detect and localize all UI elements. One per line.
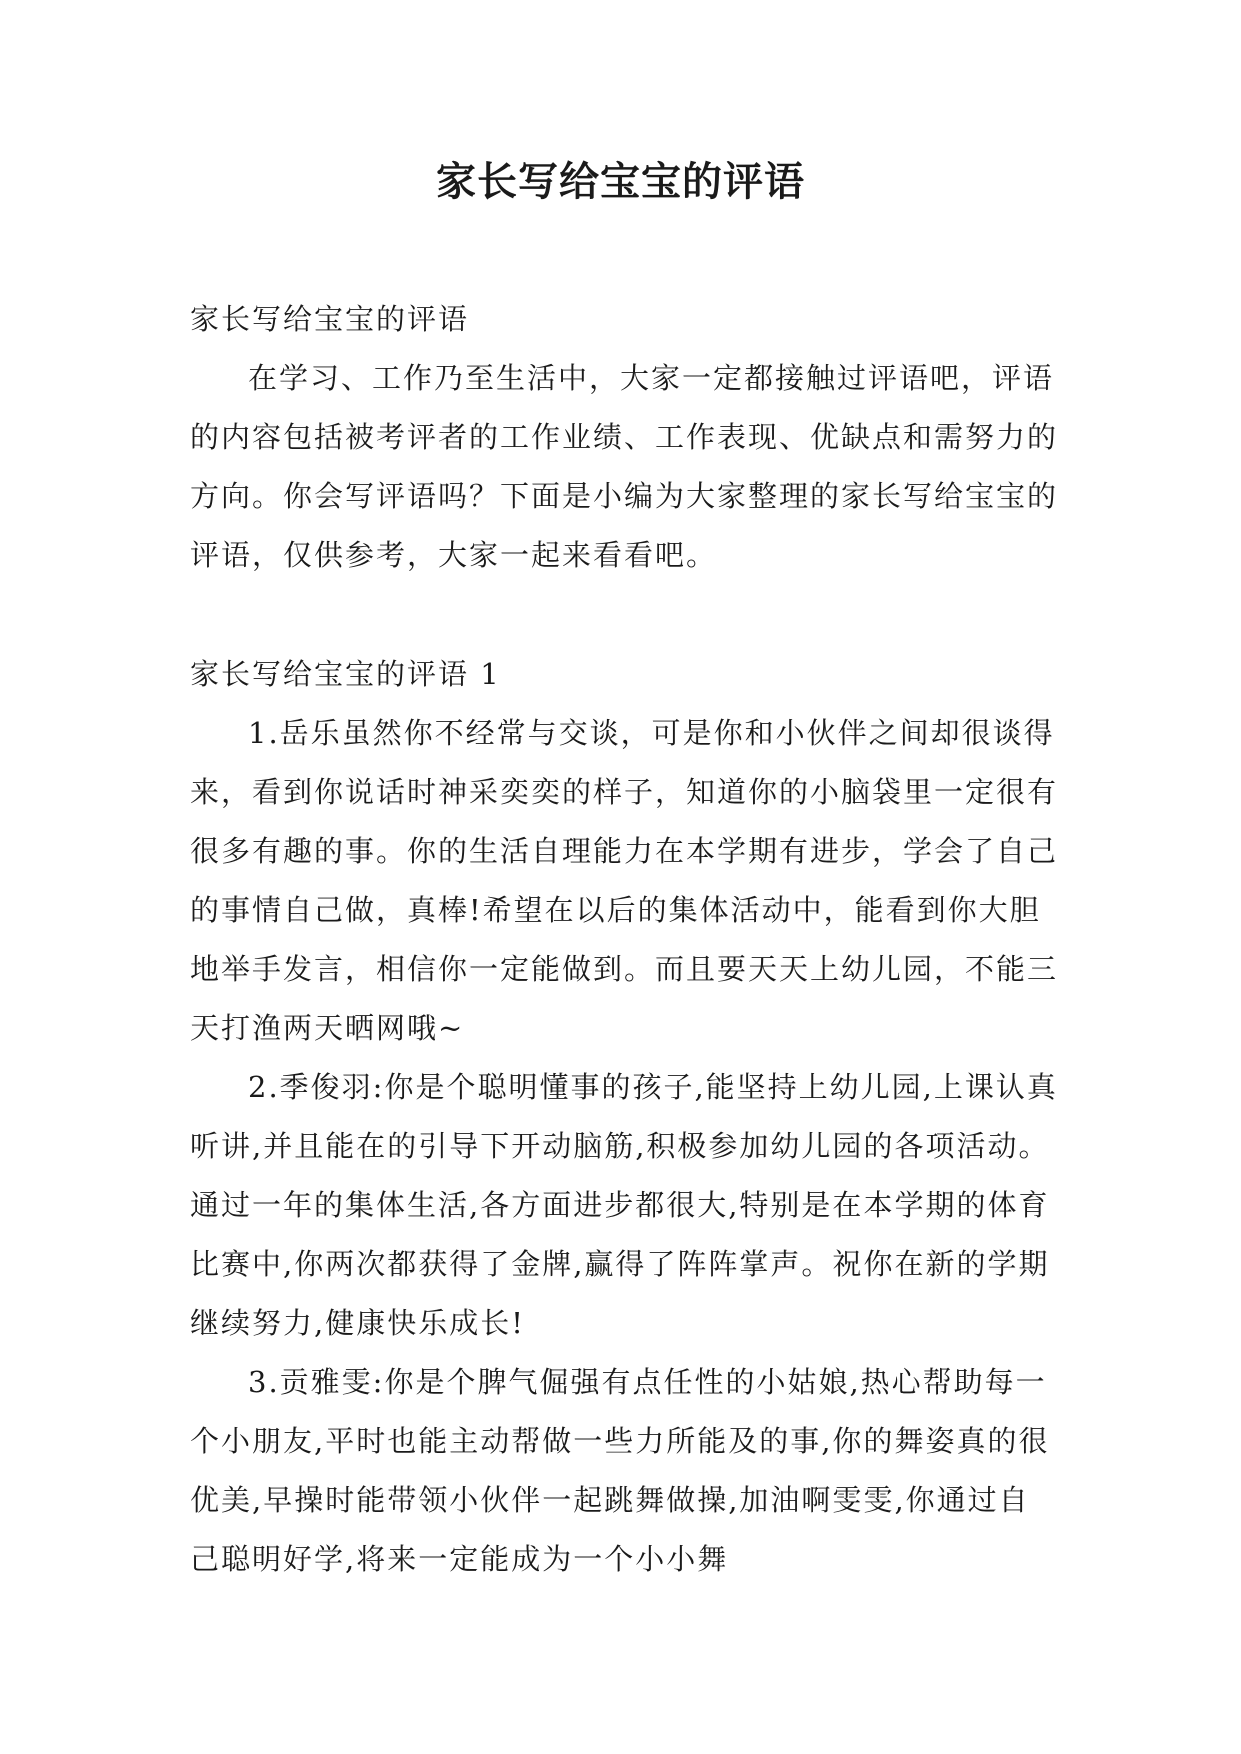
comment-item-2: 2.季俊羽:你是个聪明懂事的孩子,能坚持上幼儿园,上课认真听讲,并且能在的引导下开动脑筋,积极参加幼儿园的各项活动。通过一年的集体生活,各方面进步都很大,特别是在本学期的体育比赛中,你两次都获得了金牌,赢得了阵阵掌声。祝你在新的学期继续努力,健康快乐成长! [190, 1070, 1058, 1340]
section-spacer [190, 585, 1060, 645]
comment-item-1: 1.岳乐虽然你不经常与交谈，可是你和小伙伴之间却很谈得来，看到你说话时神采奕奕的样子，知道你的小脑袋里一定很有很多有趣的事。你的生活自理能力在本学期有进步，学会了自己的事情自己做，真棒!希望在以后的集体活动中，能看到你大胆地举手发言，相信你一定能做到。而且要天天上幼儿园，不能三天打渔两天晒网哦~ [190, 716, 1059, 1045]
comment-item-3: 3.贡雅雯:你是个脾气倔强有点任性的小姑娘,热心帮助每一个小朋友,平时也能主动帮做一些力所能及的事,你的舞姿真的很优美,早操时能带领小伙伴一起跳舞做操,加油啊雯雯,你通过自己聪明好学,将来一定能成为一个小小舞 [190, 1365, 1050, 1576]
document-title: 家长写给宝宝的评语 [436, 158, 805, 205]
intro-paragraph: 在学习、工作乃至生活中，大家一定都接触过评语吧，评语的内容包括被考评者的工作业绩、工作表现、优缺点和需努力的方向。你会写评语吗？下面是小编为大家整理的家长写给宝宝的评语，仅供参考，大家一起来看看吧。 [190, 361, 1059, 572]
subtitle: 家长写给宝宝的评语 [190, 302, 470, 336]
section-heading: 家长写给宝宝的评语 1 [190, 657, 501, 691]
document-body [190, 290, 1060, 1589]
